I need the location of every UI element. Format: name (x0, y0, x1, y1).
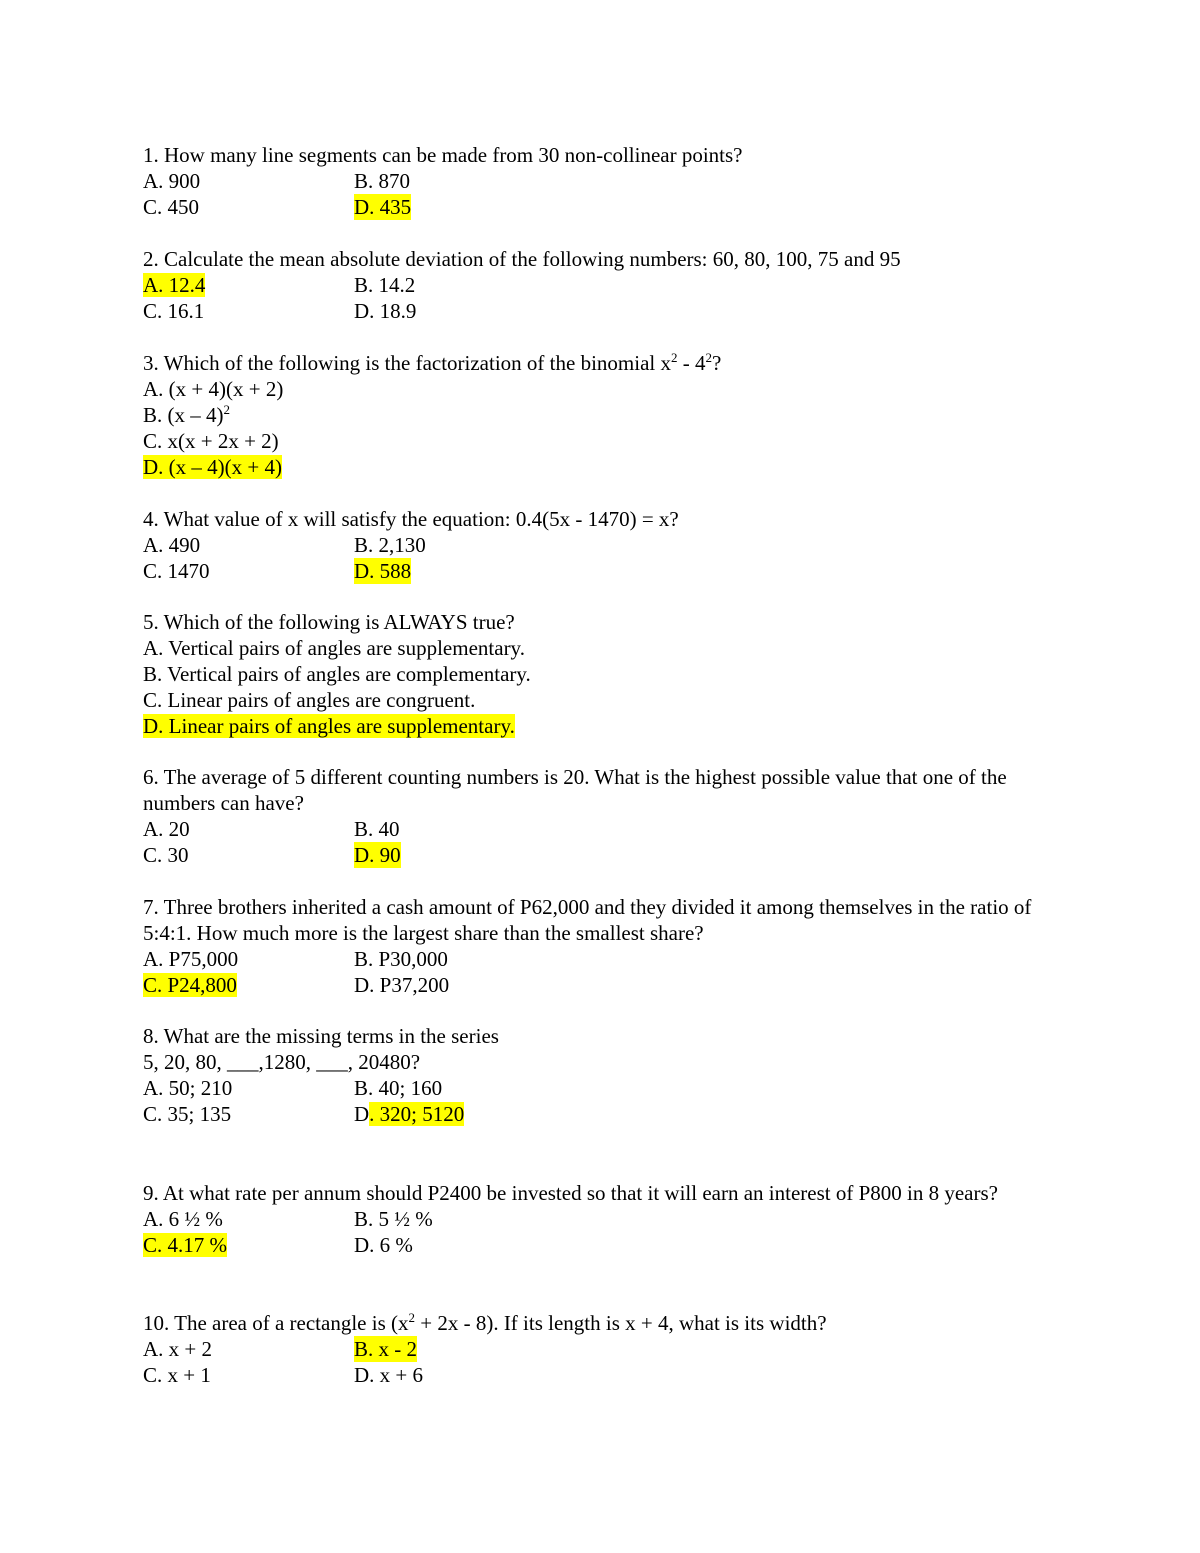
option-b: B. P30,000 (354, 947, 448, 971)
option-c: C. 16.1 (143, 299, 205, 323)
superscript: 2 (670, 350, 678, 365)
option-b-answer: B. x - 2 (354, 1337, 417, 1361)
option-b (143, 402, 1073, 428)
option-d-answer (354, 1101, 464, 1127)
option-a: A. 50; 210 (143, 1076, 233, 1100)
option-a: A. x + 2 (143, 1337, 213, 1361)
stem-text: + 2x - 8). If its length is x + 4, what is its width? (414, 1311, 827, 1335)
option-c-answer: C. P24,800 (143, 973, 237, 997)
superscript: 2 (408, 1310, 415, 1325)
option-d: D. P37,200 (354, 973, 450, 997)
option-row (143, 842, 1073, 868)
question-6 (143, 764, 1073, 868)
option-text: . 320; 5120 (369, 1102, 465, 1126)
question-stem (143, 1310, 1073, 1336)
option-row (143, 1075, 1073, 1101)
option-row (143, 168, 1073, 194)
option-row (143, 532, 1073, 558)
stem-text: 10. The area of a rectangle is (x (143, 1311, 409, 1335)
stem-text: - 4 (677, 351, 706, 375)
option-row (143, 946, 1073, 972)
option-letter: D (354, 1102, 370, 1126)
option-b: B. Vertical pairs of angles are complementary. (143, 662, 531, 686)
option-b: B. 40 (354, 817, 400, 841)
question-stem: 1. How many line segments can be made from 30 non-collinear points? (143, 143, 743, 167)
question-stem: 5. Which of the following is ALWAYS true? (143, 610, 515, 634)
option-row (143, 1362, 1073, 1388)
option-row (143, 272, 1073, 298)
option-c: C. Linear pairs of angles are congruent. (143, 688, 476, 712)
option-d-answer: D. 435 (354, 195, 412, 219)
option-c: C. 450 (143, 195, 200, 219)
option-c: C. x(x + 2x + 2) (143, 429, 279, 453)
option-row (143, 1101, 1073, 1127)
option-a: A. Vertical pairs of angles are supplementary. (143, 636, 525, 660)
option-row (143, 1206, 1073, 1232)
option-d-answer: D. 588 (354, 559, 412, 583)
question-7 (143, 894, 1073, 998)
question-stem: 6. The average of 5 different counting numbers is 20. What is the highest possible value that one of the numbers can have? (143, 765, 1007, 815)
question-4 (143, 506, 1073, 584)
option-row (143, 558, 1073, 584)
question-stem: 4. What value of x will satisfy the equation: 0.4(5x - 1470) = x? (143, 507, 679, 531)
question-stem: 9. At what rate per annum should P2400 be invested so that it will earn an interest of P800 in 8 years? (143, 1181, 998, 1205)
superscript: 2 (223, 402, 230, 417)
question-2 (143, 246, 1073, 324)
option-c: C. 30 (143, 843, 189, 867)
question-stem: 2. Calculate the mean absolute deviation of the following numbers: 60, 80, 100, 75 and 95 (143, 247, 901, 271)
option-d: D. x + 6 (354, 1363, 424, 1387)
option-row (143, 194, 1073, 220)
option-d-answer (143, 454, 1073, 480)
option-a: A. (x + 4)(x + 2) (143, 377, 284, 401)
option-d-answer: D. 90 (354, 843, 401, 867)
option-text: D. Linear pairs of angles are supplementary. (143, 714, 515, 738)
question-8 (143, 1023, 1073, 1127)
option-row (143, 298, 1073, 324)
question-3 (143, 350, 1073, 480)
stem-text: 3. Which of the following is the factorization of the binomial x (143, 351, 671, 375)
option-b: B. 14.2 (354, 273, 416, 297)
option-row (143, 1232, 1073, 1258)
option-c: C. 35; 135 (143, 1102, 232, 1126)
question-9 (143, 1180, 1073, 1258)
question-stem (143, 350, 1073, 376)
question-1 (143, 142, 1073, 220)
option-row (143, 1336, 1073, 1362)
option-c-answer: C. 4.17 % (143, 1233, 227, 1257)
stem-text: ? (711, 351, 722, 375)
option-a: A. 490 (143, 533, 201, 557)
option-a: A. 6 ½ % (143, 1207, 223, 1231)
option-text: D. (x – 4)(x + 4) (143, 455, 282, 479)
option-a: A. 20 (143, 817, 190, 841)
option-a: A. P75,000 (143, 947, 239, 971)
question-5 (143, 609, 1073, 739)
option-b: B. 2,130 (354, 533, 426, 557)
option-d: D. 6 % (354, 1233, 413, 1257)
question-stem: 7. Three brothers inherited a cash amount of P62,000 and they divided it among themselves in the ratio of 5:4:1. How much more is the largest share than the smallest share? (143, 895, 1032, 945)
series-line: 5, 20, 80, ___,1280, ___, 20480? (143, 1050, 421, 1074)
option-c: C. 1470 (143, 559, 210, 583)
option-a-answer: A. 12.4 (143, 273, 206, 297)
option-row (143, 972, 1073, 998)
option-text: B. (x – 4) (143, 403, 224, 427)
option-row (143, 816, 1073, 842)
option-d-answer (143, 713, 1073, 739)
superscript: 2 (705, 350, 712, 365)
option-d: D. 18.9 (354, 299, 417, 323)
option-c: C. x + 1 (143, 1363, 211, 1387)
option-a: A. 900 (143, 169, 201, 193)
option-b: B. 5 ½ % (354, 1207, 433, 1231)
option-b: B. 870 (354, 169, 411, 193)
question-10 (143, 1310, 1073, 1388)
question-stem: 8. What are the missing terms in the series (143, 1024, 499, 1048)
option-b: B. 40; 160 (354, 1076, 443, 1100)
